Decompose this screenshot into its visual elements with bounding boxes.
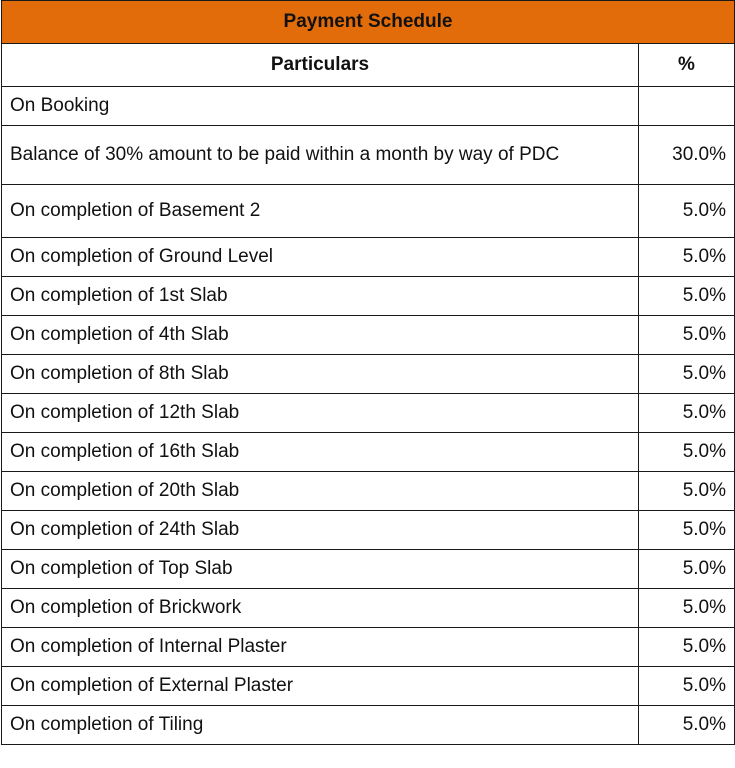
table-row [2, 589, 735, 628]
row-particular: On completion of 1st Slab [2, 277, 639, 316]
row-percent: 5.0% [639, 238, 735, 277]
row-particular: On completion of Top Slab [2, 550, 639, 589]
table-header-row [2, 44, 735, 87]
table-row [2, 628, 735, 667]
table-row [2, 355, 735, 394]
row-particular: Balance of 30% amount to be paid within a month by way of PDC [2, 126, 639, 185]
row-particular: On completion of Ground Level [2, 238, 639, 277]
row-percent: 5.0% [639, 355, 735, 394]
row-particular: On completion of 20th Slab [2, 472, 639, 511]
row-percent: 5.0% [639, 706, 735, 745]
column-header-percent: % [639, 44, 735, 87]
row-percent: 5.0% [639, 628, 735, 667]
row-particular: On completion of 12th Slab [2, 394, 639, 433]
row-percent: 30.0% [639, 126, 735, 185]
row-particular: On completion of 16th Slab [2, 433, 639, 472]
table-row [2, 706, 735, 745]
table-row [2, 87, 735, 126]
row-percent: 5.0% [639, 394, 735, 433]
row-percent: 5.0% [639, 472, 735, 511]
table-row [2, 277, 735, 316]
row-particular: On completion of Internal Plaster [2, 628, 639, 667]
row-percent: 5.0% [639, 316, 735, 355]
row-particular: On completion of 8th Slab [2, 355, 639, 394]
row-percent: 5.0% [639, 667, 735, 706]
table-row [2, 185, 735, 238]
table-row [2, 316, 735, 355]
table-title: Payment Schedule [2, 1, 735, 44]
row-particular: On completion of External Plaster [2, 667, 639, 706]
row-percent: 5.0% [639, 433, 735, 472]
row-percent: 5.0% [639, 550, 735, 589]
row-particular: On completion of 4th Slab [2, 316, 639, 355]
row-percent: 5.0% [639, 185, 735, 238]
row-percent: 5.0% [639, 277, 735, 316]
row-percent: 5.0% [639, 589, 735, 628]
row-particular: On completion of Basement 2 [2, 185, 639, 238]
table-row [2, 126, 735, 185]
table-row [2, 238, 735, 277]
row-percent: 5.0% [639, 511, 735, 550]
row-particular: On completion of 24th Slab [2, 511, 639, 550]
table-row [2, 394, 735, 433]
table-row [2, 472, 735, 511]
table-row [2, 667, 735, 706]
payment-schedule-table [1, 0, 735, 745]
row-percent [639, 87, 735, 126]
table-title-row [2, 1, 735, 44]
row-particular: On completion of Tiling [2, 706, 639, 745]
table-row [2, 511, 735, 550]
column-header-particulars: Particulars [2, 44, 639, 87]
table-row [2, 550, 735, 589]
row-particular: On completion of Brickwork [2, 589, 639, 628]
table-row [2, 433, 735, 472]
row-particular: On Booking [2, 87, 639, 126]
